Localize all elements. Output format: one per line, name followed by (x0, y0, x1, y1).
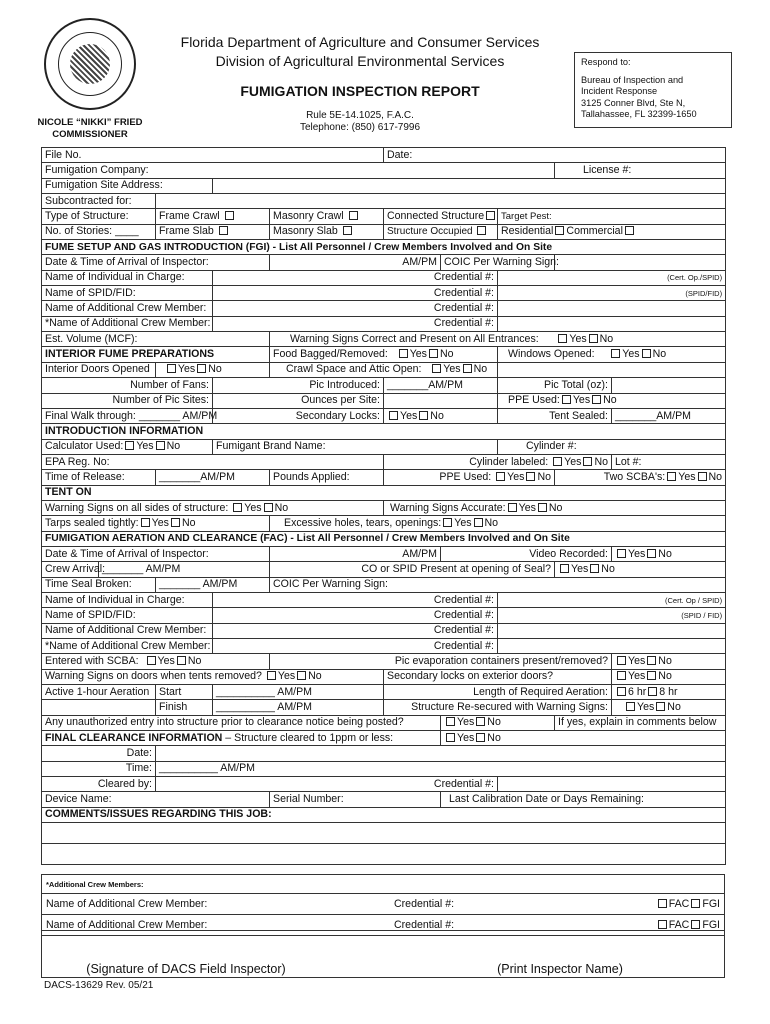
pic-introduced-label: Pic Introduced: (213, 378, 384, 393)
seal-broken-label: Time Seal Broken: (42, 577, 156, 592)
accurate-no-checkbox[interactable] (538, 503, 547, 512)
ext-yes-checkbox[interactable] (617, 671, 626, 680)
pic-containers[interactable]: Pic evaporation containers present/removed? (270, 654, 612, 669)
containers-no-checkbox[interactable] (647, 656, 656, 665)
holes-no-checkbox[interactable] (474, 518, 483, 527)
doors-opened-option[interactable]: Yes No (156, 362, 270, 377)
fgi-checkbox[interactable] (691, 920, 700, 929)
entered-yes-checkbox[interactable] (147, 656, 156, 665)
stories-field[interactable]: No. of Stories: ____ (42, 224, 156, 239)
ounces-label: Ounces per Site: (213, 393, 384, 408)
video-option[interactable]: Yes No (612, 546, 726, 561)
interior-heading: INTERIOR FUME PREPARATIONS (42, 347, 270, 362)
scba-yes-checkbox[interactable] (667, 472, 676, 481)
co-spid-present[interactable]: CO or SPID Present at opening of Seal? (270, 562, 555, 577)
respond-line: Tallahassee, FL 32399-1650 (581, 109, 697, 119)
fgi-spid-label: Name of SPID/FID: (42, 286, 213, 301)
final-time-field[interactable]: __________ AM/PM (156, 761, 726, 776)
ppe-yes-checkbox[interactable] (562, 395, 571, 404)
license-field[interactable]: License #: (555, 163, 726, 178)
fgi-checkbox[interactable] (691, 899, 700, 908)
cleared-by-label: Cleared by: (42, 777, 156, 792)
video-yes-checkbox[interactable] (617, 549, 626, 558)
commissioner-name: NICOLE “NIKKI” FRIED (37, 117, 143, 128)
resecured-yes-checkbox[interactable] (626, 702, 635, 711)
pic-total-field[interactable] (612, 378, 726, 393)
fac-additional-label: Name of Additional Crew Member: (42, 623, 213, 638)
warning-correct-no-checkbox[interactable] (589, 334, 598, 343)
ppe-no-checkbox[interactable] (592, 395, 601, 404)
cyl-no-checkbox[interactable] (583, 457, 592, 466)
cylinder-field[interactable]: Cylinder #: (498, 439, 726, 454)
tarps-yes-checkbox[interactable] (141, 518, 150, 527)
ppe-used-intro[interactable]: PPE Used: Yes No (384, 470, 555, 485)
food-bagged[interactable]: Food Bagged/Removed: Yes No (270, 347, 498, 362)
two-scba[interactable]: Two SCBA's: Yes No (555, 470, 726, 485)
entered-scba[interactable]: Entered with SCBA: Yes No (42, 654, 270, 669)
frame-crawl-checkbox[interactable] (225, 211, 234, 220)
crew-arrival-label: Crew Arrival: (42, 562, 99, 577)
intro-heading: INTRODUCTION INFORMATION (42, 424, 726, 439)
commissioner-title: COMMISSIONER (52, 129, 128, 140)
agency-name: Florida Department of Agriculture and Consumer Services (180, 34, 540, 50)
division-name: Division of Agricultural Environmental Services (215, 53, 505, 69)
final-date-label: Date: (42, 746, 156, 761)
cleared-credential-field[interactable] (498, 777, 726, 792)
explain-note: If yes, explain in comments below (555, 715, 726, 730)
resecured[interactable]: Structure Re-secured with Warning Signs: (384, 700, 612, 715)
secondary-exterior-option[interactable]: Yes No (612, 669, 726, 684)
containers-yes-checkbox[interactable] (617, 656, 626, 665)
fac-spid-label: Name of SPID/FID: (42, 608, 213, 623)
fans-label: Number of Fans: (42, 378, 213, 393)
calculator-used[interactable]: Calculator Used: Yes No (42, 439, 213, 454)
crawl-yes-checkbox[interactable] (432, 364, 441, 373)
pounds-field[interactable]: Pounds Applied: (270, 470, 384, 485)
co-yes-checkbox[interactable] (560, 564, 569, 573)
row-address (42, 178, 726, 193)
volume-field[interactable]: Est. Volume (MCF): (42, 332, 270, 347)
required-length-option[interactable]: 6 hr 8 hr (612, 685, 726, 700)
fgi-coic-field[interactable]: COIC Per Warning Sign: (441, 255, 555, 270)
device-field[interactable]: Device Name: (42, 792, 270, 807)
row-file-date (42, 148, 726, 163)
telephone: Telephone: (850) 617-7996 (299, 122, 421, 133)
food-no-checkbox[interactable] (429, 349, 438, 358)
release-label: Time of Release: (42, 470, 156, 485)
aeration-finish-label: Finish (156, 700, 213, 715)
department-seal (44, 18, 136, 110)
additional-crew-credential[interactable]: Credential #: (390, 915, 552, 936)
ounces-field[interactable] (384, 393, 498, 408)
serial-field[interactable]: Serial Number: (270, 792, 441, 807)
final-time-label: Time: (42, 761, 156, 776)
calibration-field[interactable]: Last Calibration Date or Days Remaining: (441, 792, 726, 807)
tent-sealed-field[interactable]: _______AM/PM (612, 408, 726, 423)
unauthorized-entry[interactable]: Any unauthorized entry into structure prior to clearance notice being posted? (42, 715, 441, 730)
doors2-no-checkbox[interactable] (297, 671, 306, 680)
warning-correct-yes-checkbox[interactable] (558, 334, 567, 343)
seal-broken-field[interactable]: _______ AM/PM (156, 577, 270, 592)
pic-sites-label: Number of Pic Sites: (42, 393, 213, 408)
fgi-arrival-field[interactable]: AM/PM (270, 255, 441, 270)
final-walk-label: Final Walk through: _______ AM/PM (42, 408, 213, 423)
windows-yes-checkbox[interactable] (611, 349, 620, 358)
rule-citation: Rule 5E-14.1025, F.A.C. (306, 110, 414, 121)
video-no-checkbox[interactable] (647, 549, 656, 558)
co-no-checkbox[interactable] (590, 564, 599, 573)
fgi-spid-field[interactable]: Credential #: (213, 286, 498, 301)
row-structure-type (42, 209, 726, 224)
fac-arrival-field[interactable]: AM/PM (270, 546, 441, 561)
tarps-no-checkbox[interactable] (171, 518, 180, 527)
form-number: DACS-13629 Rev. 05/21 (44, 980, 154, 991)
windows-no-checkbox[interactable] (642, 349, 651, 358)
occupancy-option[interactable]: Residential Commercial (498, 224, 726, 239)
file-no-field[interactable]: File No. (42, 148, 384, 163)
connected-structure-checkbox[interactable] (486, 211, 495, 220)
fgi-heading: FUME SETUP AND GAS INTRODUCTION (FGI) - List All Personnel / Crew Members Involved and On Site (42, 240, 726, 255)
secondary-locks-label: Secondary Locks: (213, 408, 384, 423)
fgi-additional-field[interactable]: Credential #: (213, 301, 498, 316)
food-yes-checkbox[interactable] (399, 349, 408, 358)
masonry-slab-option[interactable]: Masonry Slab (270, 224, 384, 239)
type-structure-label: Type of Structure: (42, 209, 156, 224)
additional-crew-type[interactable]: FAC FGI (552, 915, 725, 936)
additional-crew-name[interactable]: Name of Additional Crew Member: (42, 894, 391, 915)
required-length[interactable]: Length of Required Aeration: (384, 685, 612, 700)
fac-individual-credential[interactable]: (Cert. Op / SPID) (498, 592, 726, 607)
structure-occupied-option[interactable]: Structure Occupied (384, 224, 498, 239)
additional-crew-label: *Additional Crew Members: (42, 875, 725, 894)
locks-no-checkbox[interactable] (419, 411, 428, 420)
doors-yes-checkbox[interactable] (167, 364, 176, 373)
page-title: FUMIGATION INSPECTION REPORT (240, 83, 480, 99)
fgi-individual-label: Name of Individual in Charge: (42, 270, 213, 285)
inspection-form (41, 147, 726, 865)
site-address-label: Fumigation Site Address: (42, 178, 213, 193)
secondary-exterior[interactable]: Secondary locks on exterior doors? (384, 669, 612, 684)
connected-structure-option[interactable]: Connected Structure (384, 209, 498, 224)
calc-no-checkbox[interactable] (156, 441, 165, 450)
crew-arrival-field[interactable]: _______ AM/PM (99, 562, 270, 577)
masonry-slab-checkbox[interactable] (343, 226, 352, 235)
fac-additional-field[interactable]: Credential #: (213, 623, 498, 638)
respond-line: Incident Response (581, 86, 658, 96)
holes-yes-checkbox[interactable] (443, 518, 452, 527)
video-recorded[interactable]: Video Recorded: (441, 546, 612, 561)
fgi-additional-label: Name of Additional Crew Member: (42, 301, 213, 316)
pic-containers-option[interactable]: Yes No (612, 654, 726, 669)
fgi-individual-credential[interactable]: (Cert. Op./SPID) (498, 270, 726, 285)
tarps-sealed[interactable]: Tarps sealed tightly: Yes No (42, 516, 270, 531)
cylinder-labeled[interactable]: Cylinder labeled: Yes No (384, 454, 612, 469)
lot-field[interactable]: Lot #: (612, 454, 726, 469)
cleared-by-field[interactable]: Credential #: (156, 777, 498, 792)
ppe2-yes-checkbox[interactable] (496, 472, 505, 481)
sides-no-checkbox[interactable] (264, 503, 273, 512)
aeration-finish-field[interactable]: __________ AM/PM (213, 700, 384, 715)
aeration-blank (42, 700, 156, 715)
row-stories (42, 224, 726, 239)
subcontracted-field[interactable] (156, 194, 726, 209)
tent-heading: TENT ON (42, 485, 726, 500)
eight-hr-checkbox[interactable] (648, 687, 657, 696)
aeration-start-label: Start (156, 685, 213, 700)
co-spid-option[interactable]: Yes No (555, 562, 726, 577)
ext-no-checkbox[interactable] (647, 671, 656, 680)
excessive-holes[interactable]: Excessive holes, tears, openings: Yes No (270, 516, 726, 531)
frame-slab-option[interactable]: Frame Slab (156, 224, 270, 239)
subcontracted-label: Subcontracted for: (42, 194, 156, 209)
fac-checkbox[interactable] (658, 899, 667, 908)
fac-checkbox[interactable] (658, 920, 667, 929)
fgi-spid-credential[interactable]: (SPID/FID) (498, 286, 726, 301)
fac-spid-credential[interactable]: (SPID / FID) (498, 608, 726, 623)
masonry-crawl-option[interactable]: Masonry Crawl (270, 209, 384, 224)
target-pest-field[interactable]: Target Pest: (498, 209, 726, 224)
frame-slab-checkbox[interactable] (219, 226, 228, 235)
date-field[interactable]: Date: (384, 148, 726, 163)
ppe2-no-checkbox[interactable] (526, 472, 535, 481)
inspector-signature-label: (Signature of DACS Field Inspector) (86, 962, 286, 976)
fac-arrival-label: Date & Time of Arrival of Inspector: (42, 546, 270, 561)
entered-no-checkbox[interactable] (177, 656, 186, 665)
additional-crew-credential[interactable]: Credential #: (390, 894, 552, 915)
fac-additional2-label: *Name of Additional Crew Member: (42, 639, 213, 654)
tent-sealed-label: Tent Sealed: (498, 408, 612, 423)
crawl-no-checkbox[interactable] (463, 364, 472, 373)
release-field[interactable]: _______AM/PM (156, 470, 270, 485)
locks-yes-checkbox[interactable] (389, 411, 398, 420)
additional-crew-name[interactable]: Name of Additional Crew Member: (42, 915, 391, 936)
fac-additional-credential[interactable] (498, 623, 726, 638)
comments-heading: COMMENTS/ISSUES REGARDING THIS JOB: (42, 807, 726, 822)
fac-individual-field[interactable]: Credential #: (213, 592, 498, 607)
masonry-crawl-checkbox[interactable] (349, 211, 358, 220)
additional-crew-type[interactable]: FAC FGI (552, 894, 725, 915)
final-date-field[interactable] (156, 746, 726, 761)
aeration-start-field[interactable]: __________ AM/PM (213, 685, 384, 700)
fgi-additional2-field[interactable]: Credential #: (213, 316, 498, 331)
row-subcontracted (42, 194, 726, 209)
structure-occupied-checkbox[interactable] (477, 226, 486, 235)
respond-line: Bureau of Inspection and (581, 74, 684, 85)
unauth-yes-checkbox[interactable] (446, 717, 455, 726)
windows-opened[interactable]: Windows Opened: Yes No (498, 347, 726, 362)
unauth-no-checkbox[interactable] (476, 717, 485, 726)
final-yes-checkbox[interactable] (446, 733, 455, 742)
site-address-field[interactable] (213, 178, 726, 193)
scba-no-checkbox[interactable] (698, 472, 707, 481)
comments-field[interactable] (42, 844, 726, 865)
fac-individual-label: Name of Individual in Charge: (42, 592, 213, 607)
row-company (42, 163, 726, 178)
final-clearance[interactable]: FINAL CLEARANCE INFORMATION – Structure cleared to 1ppm or less: (42, 731, 441, 746)
fgi-additional-credential[interactable] (498, 301, 726, 316)
cyl-yes-checkbox[interactable] (553, 457, 562, 466)
crawl-open[interactable]: Crawl Space and Attic Open: Yes No (270, 362, 498, 377)
fac-heading: FUMIGATION AERATION AND CLEARANCE (FAC) - List All Personnel / Crew Members Involved and On Site (42, 531, 726, 546)
pic-introduced-field[interactable]: _______AM/PM (384, 378, 498, 393)
final-clearance-option[interactable]: Yes No (441, 731, 726, 746)
unauthorized-option[interactable]: Yes No (441, 715, 555, 730)
warning-sides[interactable]: Warning Signs on all sides of structure: Yes No (42, 500, 384, 515)
company-field[interactable]: Fumigation Company: (42, 163, 555, 178)
warning-accurate[interactable]: Warning Signs Accurate: Yes No (384, 500, 726, 515)
additional-crew-table (41, 874, 725, 936)
print-name-label: (Print Inspector Name) (497, 962, 623, 976)
fgi-additional2-credential[interactable] (498, 316, 726, 331)
doors2-yes-checkbox[interactable] (267, 671, 276, 680)
doors-no-checkbox[interactable] (197, 364, 206, 373)
brand-name-field[interactable]: Fumigant Brand Name: (213, 439, 498, 454)
fgi-additional2-label: *Name of Additional Crew Member: (42, 316, 213, 331)
warning-doors[interactable]: Warning Signs on doors when tents removed? Yes No (42, 669, 384, 684)
respond-to-box (574, 52, 732, 128)
frame-crawl-option[interactable]: Frame Crawl (156, 209, 270, 224)
ppe-used-interior[interactable]: PPE Used: Yes No (498, 393, 726, 408)
sides-yes-checkbox[interactable] (233, 503, 242, 512)
final-no-checkbox[interactable] (476, 733, 485, 742)
resecured-no-checkbox[interactable] (656, 702, 665, 711)
fac-spid-field[interactable]: Credential #: (213, 608, 498, 623)
fac-coic-field[interactable]: COIC Per Warning Sign: (270, 577, 726, 592)
crawl-open-blank (498, 362, 726, 377)
doors-opened-label: Interior Doors Opened (42, 362, 156, 377)
residential-checkbox[interactable] (555, 226, 564, 235)
calc-yes-checkbox[interactable] (125, 441, 134, 450)
fgi-individual-field[interactable]: Credential #: (213, 270, 498, 285)
pic-total-label: Pic Total (oz): (498, 378, 612, 393)
fgi-coic-value[interactable] (555, 255, 726, 270)
aeration-label: Active 1-hour Aeration (42, 685, 156, 700)
resecured-option[interactable]: Yes No (612, 700, 726, 715)
accurate-yes-checkbox[interactable] (508, 503, 517, 512)
six-hr-checkbox[interactable] (617, 687, 626, 696)
fac-additional2-credential[interactable] (498, 639, 726, 654)
respond-line: 3125 Conner Blvd, Ste N, (581, 97, 686, 108)
comments-field[interactable] (42, 823, 726, 844)
secondary-locks-option[interactable]: Yes No (384, 408, 498, 423)
fgi-arrival-label: Date & Time of Arrival of Inspector: (42, 255, 270, 270)
respond-label: Respond to: (581, 57, 631, 67)
warning-signs-correct[interactable]: Warning Signs Correct and Present on All Entrances: Yes No (270, 332, 726, 347)
commercial-checkbox[interactable] (625, 226, 634, 235)
epa-field[interactable]: EPA Reg. No: (42, 454, 384, 469)
fac-additional2-field[interactable]: Credential #: (213, 639, 498, 654)
